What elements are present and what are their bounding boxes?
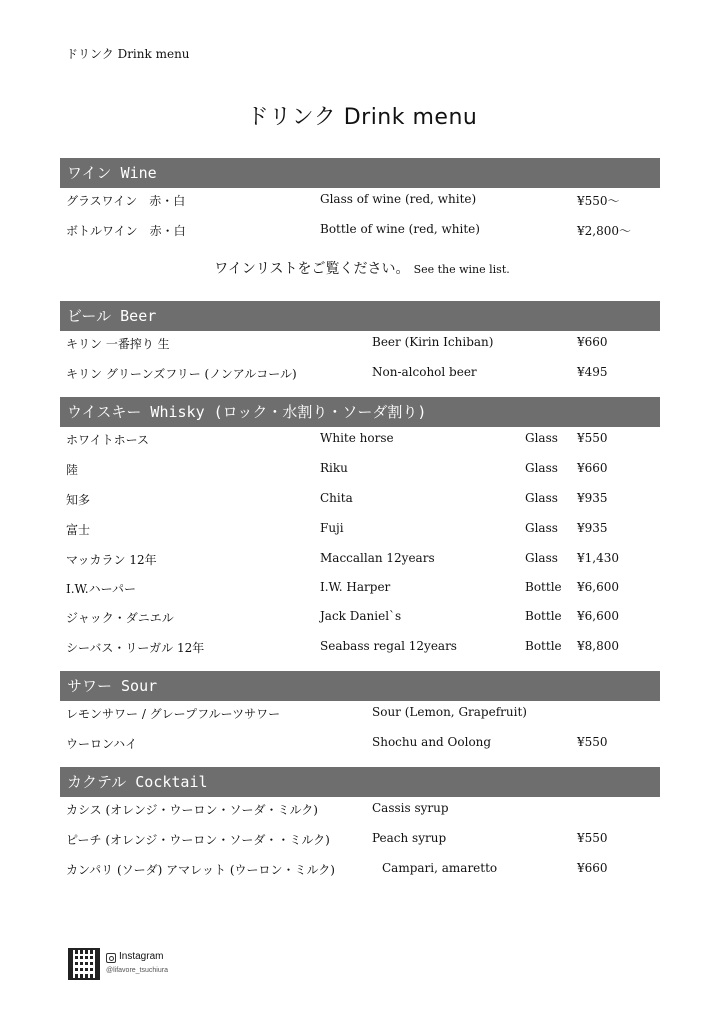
item-name-en: Riku <box>320 461 348 475</box>
menu-item-non-alcohol-beer <box>0 365 724 387</box>
item-name-en: Chita <box>320 491 353 505</box>
item-serving: Glass <box>525 461 558 475</box>
item-name-jp: カシス (オレンジ・ウーロン・ソーダ・ミルク) <box>66 803 318 817</box>
wine-note-en: See the wine list. <box>413 263 510 276</box>
item-price: ¥6,600 <box>577 609 619 623</box>
item-name-en: Cassis syrup <box>372 801 449 815</box>
item-name-en: Peach syrup <box>372 831 447 845</box>
item-price: ¥550～ <box>577 194 620 208</box>
item-name-jp: 知多 <box>66 493 91 507</box>
item-name-en: Campari, amaretto <box>382 861 498 875</box>
item-serving: Bottle <box>525 580 562 594</box>
instagram-icon <box>106 953 116 963</box>
item-price: ¥6,600 <box>577 580 619 594</box>
item-serving: Bottle <box>525 609 562 623</box>
section-header-wine: ワイン Wine <box>60 158 660 188</box>
menu-item-bottle-wine <box>0 222 724 244</box>
item-price: ¥660 <box>577 461 608 475</box>
item-serving: Glass <box>525 431 558 445</box>
item-name-jp: 富士 <box>66 523 91 537</box>
running-header: ドリンク Drink menu <box>66 47 190 61</box>
wine-note-jp: ワインリストをご覧ください。 <box>214 261 410 277</box>
menu-item-kirin-ichiban <box>0 335 724 357</box>
item-name-jp: カンパリ (ソーダ) アマレット (ウーロン・ミルク) <box>66 863 335 877</box>
item-price: ¥1,430 <box>577 551 619 565</box>
menu-item-oolong-hai <box>0 735 724 757</box>
item-name-jp: キリン グリーンズフリー (ノンアルコール) <box>66 367 297 381</box>
item-name-jp: I.W.ハーパー <box>66 582 137 596</box>
item-name-en: I.W. Harper <box>320 580 391 594</box>
menu-item-chita <box>0 491 724 513</box>
item-name-jp: ウーロンハイ <box>66 737 138 751</box>
item-name-jp: シーバス・リーガル 12年 <box>66 641 205 655</box>
menu-item-riku <box>0 461 724 483</box>
item-serving: Glass <box>525 491 558 505</box>
menu-item-glass-wine <box>0 192 724 214</box>
item-name-en: Glass of wine (red, white) <box>320 192 477 206</box>
wine-list-note <box>0 258 724 278</box>
item-price: ¥2,800～ <box>577 224 631 238</box>
item-price: ¥550 <box>577 831 608 845</box>
section-header-beer: ビール Beer <box>60 301 660 331</box>
item-name-jp: マッカラン 12年 <box>66 553 157 567</box>
item-name-jp: グラスワイン 赤・白 <box>66 194 186 208</box>
item-price: ¥935 <box>577 521 608 535</box>
item-price: ¥550 <box>577 735 608 749</box>
item-serving: Glass <box>525 551 558 565</box>
menu-item-campari-amaretto <box>0 861 724 883</box>
item-name-en: Maccallan 12years <box>320 551 435 565</box>
item-name-en: Shochu and Oolong <box>372 735 492 749</box>
item-name-en: Non-alcohol beer <box>372 365 477 379</box>
item-price: ¥935 <box>577 491 608 505</box>
item-price: ¥660 <box>577 335 608 349</box>
menu-item-fuji <box>0 521 724 543</box>
instagram-label[interactable]: Instagram <box>119 951 164 962</box>
menu-item-iw-harper <box>0 580 724 602</box>
item-serving: Glass <box>525 521 558 535</box>
item-name-en: White horse <box>320 431 394 445</box>
menu-item-jack-daniels <box>0 609 724 631</box>
instagram-handle[interactable]: @lifavore_tsuchiura <box>106 967 168 974</box>
item-name-en: Sour (Lemon, Grapefruit) <box>372 705 527 719</box>
item-name-en: Fuji <box>320 521 344 535</box>
item-name-jp: ジャック・ダニエル <box>66 611 174 625</box>
section-header-whisky: ウイスキー Whisky (ロック・水割り・ソーダ割り) <box>60 397 660 427</box>
item-name-en: Beer (Kirin Ichiban) <box>372 335 494 349</box>
item-name-jp: 陸 <box>66 463 79 477</box>
menu-item-chivas-regal <box>0 639 724 661</box>
item-price: ¥495 <box>577 365 608 379</box>
item-price: ¥8,800 <box>577 639 619 653</box>
item-price: ¥660 <box>577 861 608 875</box>
item-name-jp: キリン 一番搾り 生 <box>66 337 170 351</box>
item-name-jp: レモンサワー / グレープフルーツサワー <box>66 707 281 721</box>
menu-item-macallan <box>0 551 724 573</box>
item-name-jp: ピーチ (オレンジ・ウーロン・ソーダ・・ミルク) <box>66 833 330 847</box>
item-name-jp: ホワイトホース <box>66 433 150 447</box>
item-name-en: Jack Daniel`s <box>320 609 402 623</box>
section-header-sour: サワー Sour <box>60 671 660 701</box>
item-name-jp: ボトルワイン 赤・白 <box>66 224 186 238</box>
menu-item-cassis <box>0 801 724 823</box>
item-name-en: Seabass regal 12years <box>320 639 457 653</box>
menu-item-peach <box>0 831 724 853</box>
qr-code-icon[interactable] <box>70 950 98 978</box>
section-header-cocktail: カクテル Cocktail <box>60 767 660 797</box>
page-title: ドリンク Drink menu <box>246 105 478 130</box>
item-name-en: Bottle of wine (red, white) <box>320 222 480 236</box>
menu-item-lemon-grapefruit-sour <box>0 705 724 727</box>
item-price: ¥550 <box>577 431 608 445</box>
item-serving: Bottle <box>525 639 562 653</box>
menu-item-white-horse <box>0 431 724 453</box>
